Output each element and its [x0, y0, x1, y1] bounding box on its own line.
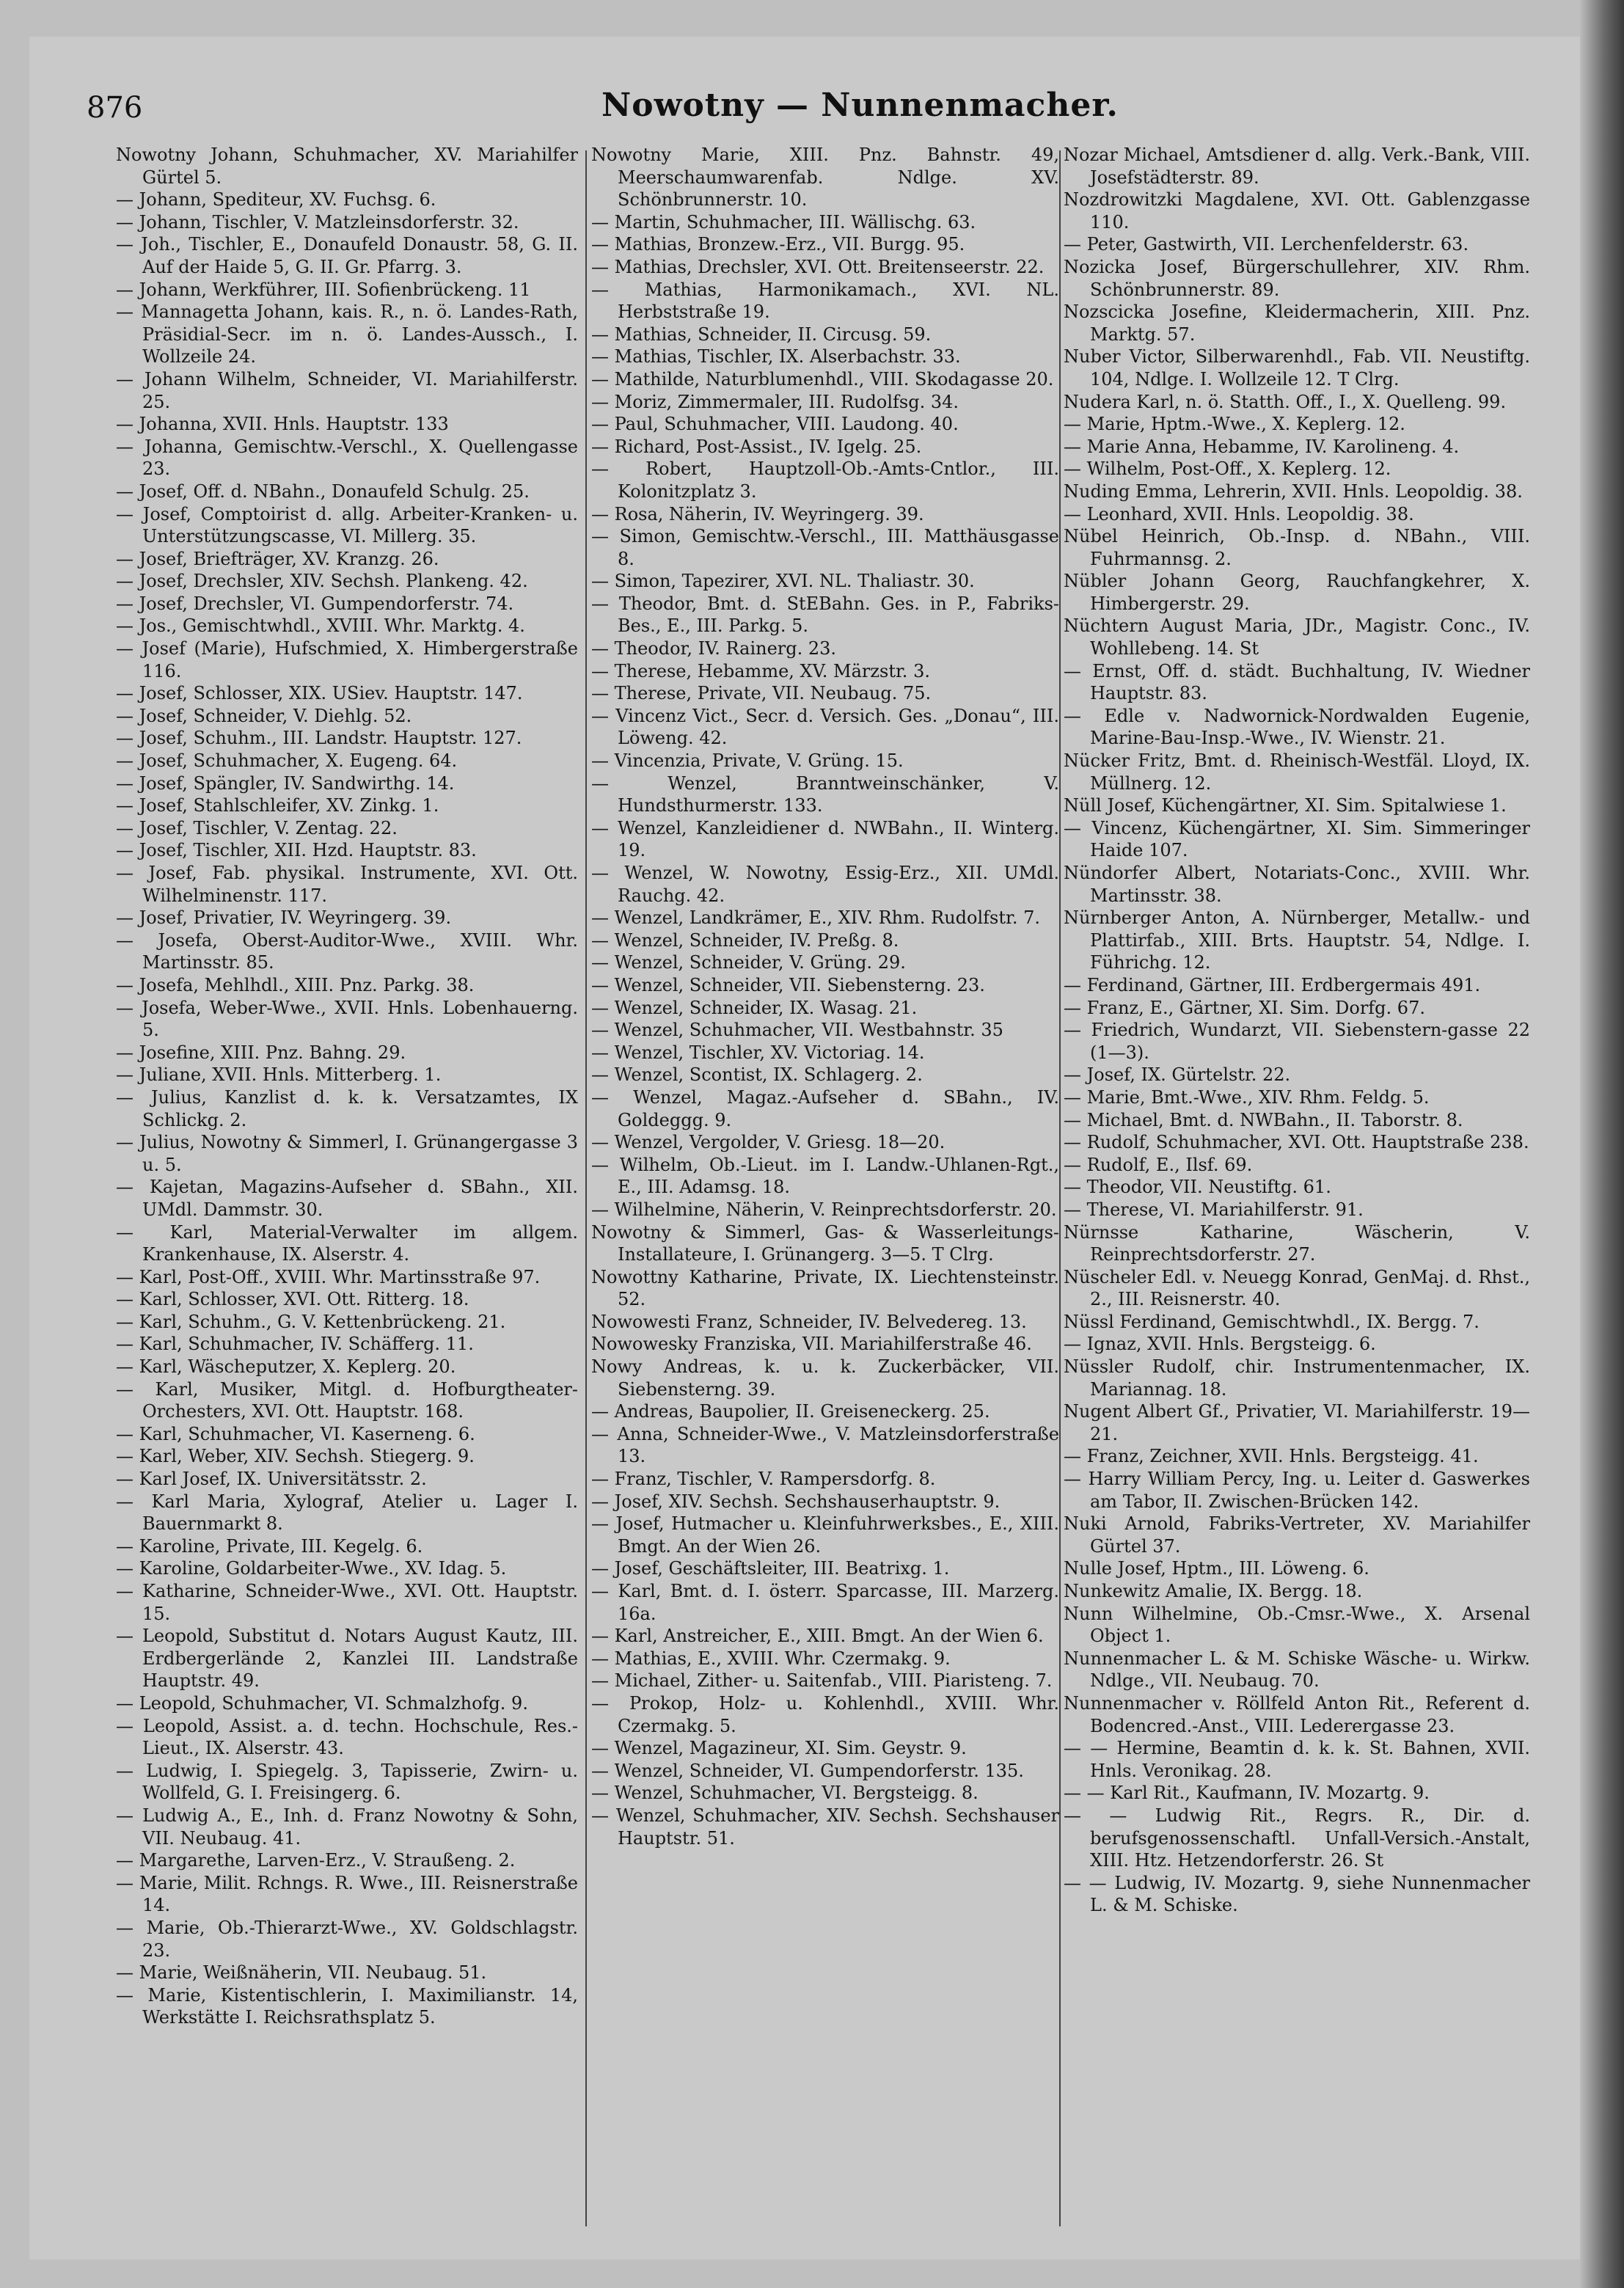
directory-entry: — Joh., Tischler, E., Donaufeld Donaustr. 58, G. II. Auf der Haide 5, G. II. Gr. Pfarrg. 3.	[116, 234, 578, 277]
directory-entry: — Leopold, Assist. a. d. techn. Hochschule, Res.-Lieut., IX. Alserstr. 43.	[116, 1715, 578, 1759]
directory-entry: — Paul, Schuhmacher, VIII. Laudong. 40.	[591, 414, 959, 435]
directory-entry: — Karl, Schuhmacher, VI. Kaserneng. 6.	[116, 1423, 475, 1444]
directory-entry: — Josef, Schneider, V. Diehlg. 52.	[116, 705, 412, 726]
directory-entry: Nüchtern August Maria, JDr., Magistr. Conc., IV. Wohllebeng. 14. St	[1064, 615, 1530, 659]
column-rule	[585, 150, 587, 2226]
directory-entry: — Friedrich, Wundarzt, VII. Siebenstern-gasse 22 (1—3).	[1064, 1020, 1530, 1063]
directory-entry: — Josef, Drechsler, XIV. Sechsh. Plankeng. 42.	[116, 571, 528, 592]
directory-entry: — Marie, Ob.-Thierarzt-Wwe., XV. Goldschlagstr. 23.	[116, 1917, 578, 1961]
directory-entry: Nuber Victor, Silberwarenhdl., Fab. VII. Neustiftg. 104, Ndlge. I. Wollzeile 12. T Clrg.	[1064, 346, 1530, 390]
directory-entry: — — Ludwig, IV. Mozartg. 9, siehe Nunnenmacher L. & M. Schiske.	[1064, 1872, 1530, 1916]
directory-entry: — — Hermine, Beamtin d. k. k. St. Bahnen, XVII. Hnls. Veronikag. 28.	[1064, 1738, 1530, 1781]
directory-entry: — Josef, Drechsler, VI. Gumpendorferstr. 74.	[116, 593, 514, 614]
directory-entry: Nüssler Rudolf, chir. Instrumentenmacher, IX. Mariannag. 18.	[1064, 1356, 1530, 1400]
directory-entry: — Mathias, Tischler, IX. Alserbachstr. 33.	[591, 346, 961, 368]
directory-entry: — Josef, Schuhm., III. Landstr. Hauptstr. 127.	[116, 728, 522, 749]
directory-entry: — Marie Anna, Hebamme, IV. Karolineng. 4.	[1064, 436, 1460, 457]
directory-entry: Nübel Heinrich, Ob.-Insp. d. NBahn., VIII. Fuhrmannsg. 2.	[1064, 526, 1530, 569]
directory-entry: — Julius, Nowotny & Simmerl, I. Grünangergasse 3 u. 5.	[116, 1132, 578, 1175]
directory-entry: — Karl, Bmt. d. I. österr. Sparcasse, III. Marzerg. 16a.	[591, 1581, 1059, 1624]
directory-entry: — Ludwig, I. Spiegelg. 3, Tapisserie, Zwirn- u. Wollfeld, G. I. Freisingerg. 6.	[116, 1760, 578, 1804]
directory-entry: — Josef, Fab. physikal. Instrumente, XVI. Ott. Wilhelminenstr. 117.	[116, 863, 578, 906]
directory-entry: Nündorfer Albert, Notariats-Conc., XVIII. Whr. Martinsstr. 38.	[1064, 863, 1530, 906]
directory-entry: — Wilhelmine, Näherin, V. Reinprechtsdorferstr. 20.	[591, 1199, 1057, 1220]
directory-entry: — Johann, Spediteur, XV. Fuchsg. 6.	[116, 189, 436, 211]
directory-entry: — Wilhelm, Ob.-Lieut. im I. Landw.-Uhlanen-Rgt., E., III. Adamsg. 18.	[591, 1154, 1059, 1198]
directory-entry: — Karl, Wäscheputzer, X. Keplerg. 20.	[116, 1356, 456, 1378]
directory-entry: — Jos., Gemischtwhdl., XVIII. Whr. Marktg. 4.	[116, 615, 525, 637]
directory-entry: — Josef, Geschäftsleiter, III. Beatrixg. 1.	[591, 1558, 950, 1579]
directory-entry: — Andreas, Baupolier, II. Greiseneckerg. 25.	[591, 1401, 990, 1422]
directory-entry: — Mannagetta Johann, kais. R., n. ö. Landes-Rath, Präsidial-Secr. im n. ö. Landes-Aussch., I. Wollzeile 24.	[116, 301, 578, 368]
directory-entry: — Karl, Schuhmacher, IV. Schäfferg. 11.	[116, 1334, 474, 1355]
column-rule	[1059, 150, 1061, 2226]
book-binding-edge	[1580, 0, 1624, 2288]
directory-entry: — Margarethe, Larven-Erz., V. Straußeng. 2.	[116, 1850, 516, 1871]
directory-entry: — Josef, Hutmacher u. Kleinfuhrwerksbes., E., XIII. Bmgt. An der Wien 26.	[591, 1513, 1059, 1557]
directory-entry: — Wenzel, Schuhmacher, VI. Bergsteigg. 8.	[591, 1783, 979, 1804]
directory-entry: — Mathias, E., XVIII. Whr. Czermakg. 9.	[591, 1648, 951, 1669]
directory-entry: — Julius, Kanzlist d. k. k. Versatzamtes, IX Schlickg. 2.	[116, 1086, 578, 1130]
directory-entry: — Josef, Schlosser, XIX. USiev. Hauptstr. 147.	[116, 683, 523, 704]
directory-entry: — Wenzel, Landkrämer, E., XIV. Rhm. Rudolfstr. 7.	[591, 907, 1040, 929]
directory-entry: — Wenzel, Kanzleidiener d. NWBahn., II. Winterg. 19.	[591, 817, 1059, 861]
directory-entry: — Karl Josef, IX. Universitätsstr. 2.	[116, 1469, 427, 1490]
directory-entry: Nunnenmacher L. & M. Schiske Wäsche- u. Wirkw. Ndlge., VII. Neubaug. 70.	[1064, 1648, 1530, 1692]
directory-entry: — Karl, Schuhm., G. V. Kettenbrückeng. 21.	[116, 1311, 506, 1332]
directory-entry: — Martin, Schuhmacher, III. Wällischg. 63.	[591, 211, 976, 233]
directory-entry: — Michael, Zither- u. Saitenfab., VIII. Piaristeng. 7.	[591, 1670, 1053, 1692]
directory-entry: — Harry William Percy, Ing. u. Leiter d. Gaswerkes am Tabor, II. Zwischen-Brücken 142.	[1064, 1469, 1530, 1512]
directory-entry: Nozar Michael, Amtsdiener d. allg. Verk.-Bank, VIII. Josefstädterstr. 89.	[1064, 145, 1530, 188]
directory-entry: — Karl, Musiker, Mitgl. d. Hofburgtheater-Orchesters, XVI. Ott. Hauptstr. 168.	[116, 1378, 578, 1422]
directory-entry: — Vincenz, Küchengärtner, XI. Sim. Simmeringer Haide 107.	[1064, 817, 1530, 861]
directory-entry: — Wenzel, Tischler, XV. Victoriag. 14.	[591, 1042, 925, 1063]
directory-entry: — Franz, Zeichner, XVII. Hnls. Bergsteigg. 41.	[1064, 1446, 1479, 1467]
directory-entry: Nunn Wilhelmine, Ob.-Cmsr.-Wwe., X. Arsenal Object 1.	[1064, 1603, 1530, 1647]
directory-entry: — Leopold, Substitut d. Notars August Kautz, III. Erdbergerlände 2, Kanzlei III. Landstraße Hauptstr. 49.	[116, 1626, 578, 1692]
directory-entry: — Wenzel, Scontist, IX. Schlagerg. 2.	[591, 1064, 923, 1086]
directory-entry: — Marie, Weißnäherin, VII. Neubaug. 51.	[116, 1962, 487, 1984]
directory-entry: Nowottny Katharine, Private, IX. Liechtensteinstr. 52.	[591, 1266, 1059, 1310]
directory-entry: — Kajetan, Magazins-Aufseher d. SBahn., XII. UMdl. Dammstr. 30.	[116, 1177, 578, 1220]
directory-entry: — Franz, Tischler, V. Rampersdorfg. 8.	[591, 1469, 936, 1490]
directory-entry: Nuki Arnold, Fabriks-Vertreter, XV. Mariahilfer Gürtel 37.	[1064, 1513, 1530, 1557]
directory-entry: — Wenzel, W. Nowotny, Essig-Erz., XII. UMdl. Rauchg. 42.	[591, 863, 1059, 906]
directory-entry: — Vincenz Vict., Secr. d. Versich. Ges. „Donau“, III. Löweng. 42.	[591, 705, 1059, 749]
directory-entry: — Johanna, Gemischtw.-Verschl., X. Quellengasse 23.	[116, 436, 578, 480]
directory-entry: — Karoline, Goldarbeiter-Wwe., XV. Idag. 5.	[116, 1558, 507, 1579]
directory-entry: — Karl, Anstreicher, E., XIII. Bmgt. An der Wien 6.	[591, 1626, 1044, 1647]
directory-entry: — Karl Maria, Xylograf, Atelier u. Lager I. Bauernmarkt 8.	[116, 1491, 578, 1535]
directory-entry: — Karl, Material-Verwalter im allgem. Krankenhause, IX. Alserstr. 4.	[116, 1221, 578, 1265]
directory-entry: — Josef, Comptoirist d. allg. Arbeiter-Kranken- u. Unterstützungscasse, VI. Millerg. 35.	[116, 503, 578, 547]
directory-entry: — Wenzel, Vergolder, V. Griesg. 18—20.	[591, 1132, 945, 1153]
directory-entry: — Juliane, XVII. Hnls. Mitterberg. 1.	[116, 1064, 442, 1086]
directory-entry: Nürnberger Anton, A. Nürnberger, Metallw.- und Plattirfab., XIII. Brts. Hauptstr. 54, Ndlge. I. Führichg. 12.	[1064, 907, 1530, 973]
page-number: 876	[87, 91, 143, 125]
directory-entry: Nulle Josef, Hptm., III. Löweng. 6.	[1064, 1558, 1369, 1579]
directory-entry: — Wenzel, Schneider, IX. Wasag. 21.	[591, 997, 918, 1018]
directory-entry: — Wenzel, Schuhmacher, VII. Westbahnstr. 35	[591, 1020, 1003, 1041]
directory-entry: Nowotny Johann, Schuhmacher, XV. Mariahilfer Gürtel 5.	[116, 145, 578, 188]
directory-entry: — Karl, Weber, XIV. Sechsh. Stiegerg. 9.	[116, 1446, 475, 1467]
directory-entry: — Josef, IX. Gürtelstr. 22.	[1064, 1064, 1291, 1086]
directory-entry: — Josefa, Mehlhdl., XIII. Pnz. Parkg. 38.	[116, 974, 475, 995]
directory-entry: — Wenzel, Schneider, IV. Preßg. 8.	[591, 929, 899, 951]
directory-entry: Nozicka Josef, Bürgerschullehrer, XIV. Rhm. Schönbrunnerstr. 89.	[1064, 256, 1530, 300]
directory-entry: — Therese, Hebamme, XV. Märzstr. 3.	[591, 660, 930, 681]
directory-entry: — Johanna, XVII. Hnls. Hauptstr. 133	[116, 414, 449, 435]
directory-entry: — Mathias, Schneider, II. Circusg. 59.	[591, 324, 932, 345]
directory-entry: — Josef, Tischler, V. Zentag. 22.	[116, 817, 398, 838]
directory-entry: Nowy Andreas, k. u. k. Zuckerbäcker, VII. Siebensterng. 39.	[591, 1356, 1059, 1400]
directory-entry: — Leonhard, XVII. Hnls. Leopoldig. 38.	[1064, 503, 1414, 525]
directory-entry: Nunkewitz Amalie, IX. Bergg. 18.	[1064, 1581, 1363, 1601]
directory-entry: — Wenzel, Branntweinschänker, V. Hundsthurmerstr. 133.	[591, 772, 1059, 816]
directory-entry: Nürnsse Katharine, Wäscherin, V. Reinprechtsdorferstr. 27.	[1064, 1221, 1530, 1265]
directory-entry: — Wilhelm, Post-Off., X. Keplerg. 12.	[1064, 458, 1391, 480]
directory-entry: — Karoline, Private, III. Kegelg. 6.	[116, 1535, 423, 1557]
directory-entry: — Marie, Bmt.-Wwe., XIV. Rhm. Feldg. 5.	[1064, 1086, 1430, 1108]
directory-entry: — Simon, Tapezirer, XVI. NL. Thaliastr. 30.	[591, 571, 975, 592]
directory-entry: Nunnenmacher v. Röllfeld Anton Rit., Referent d. Bodencred.-Anst., VIII. Lederergasse 23.	[1064, 1692, 1530, 1736]
directory-entry: — Theodor, VII. Neustiftg. 61.	[1064, 1177, 1331, 1198]
directory-entry: — — Karl Rit., Kaufmann, IV. Mozartg. 9.	[1064, 1783, 1430, 1804]
directory-entry: — Josef (Marie), Hufschmied, X. Himbergerstraße 116.	[116, 638, 578, 681]
directory-entry: — Mathias, Drechsler, XVI. Ott. Breitenseerstr. 22.	[591, 256, 1045, 277]
directory-entry: — Josef, Schuhmacher, X. Eugeng. 64.	[116, 750, 458, 772]
directory-entry: — Josef, XIV. Sechsh. Sechshauserhauptstr. 9.	[591, 1491, 1001, 1512]
directory-entry: — Ludwig A., E., Inh. d. Franz Nowotny & Sohn, VII. Neubaug. 41.	[116, 1805, 578, 1849]
directory-column-3	[1064, 144, 1530, 2271]
directory-entry: — Rudolf, E., Ilsf. 69.	[1064, 1154, 1253, 1175]
directory-entry: — Josefa, Oberst-Auditor-Wwe., XVIII. Whr. Martinsstr. 85.	[116, 929, 578, 973]
directory-entry: — Theodor, IV. Rainerg. 23.	[591, 638, 837, 659]
directory-entry: Nüscheler Edl. v. Neuegg Konrad, GenMaj. d. Rhst., 2., III. Reisnerstr. 40.	[1064, 1266, 1530, 1310]
directory-entry: — Johann, Werkführer, III. Sofienbrückeng. 11	[116, 279, 531, 300]
directory-entry: Nüll Josef, Küchengärtner, XI. Sim. Spitalwiese 1.	[1064, 795, 1507, 816]
directory-entry: — Wenzel, Schneider, VII. Siebensterng. 23.	[591, 974, 985, 995]
directory-entry: — Johann Wilhelm, Schneider, VI. Mariahilferstr. 25.	[116, 368, 578, 412]
directory-entry: Nugent Albert Gf., Privatier, VI. Mariahilferstr. 19—21.	[1064, 1401, 1530, 1444]
directory-entry: — Katharine, Schneider-Wwe., XVI. Ott. Hauptstr. 15.	[116, 1581, 578, 1624]
directory-entry: — Josef, Tischler, XII. Hzd. Hauptstr. 83.	[116, 840, 477, 861]
directory-entry: — Prokop, Holz- u. Kohlenhdl., XVIII. Whr. Czermakg. 5.	[591, 1692, 1059, 1736]
directory-entry: Nowotny & Simmerl, Gas- & Wasserleitungs-Installateure, I. Grünangerg. 3—5. T Clrg.	[591, 1221, 1059, 1265]
directory-entry: — Therese, Private, VII. Neubaug. 75.	[591, 683, 932, 704]
directory-entry: Nowowesti Franz, Schneider, IV. Belvedereg. 13.	[591, 1311, 1027, 1332]
directory-entry: — Josefine, XIII. Pnz. Bahng. 29.	[116, 1042, 406, 1063]
directory-entry: — Ferdinand, Gärtner, III. Erdbergermais 491.	[1064, 974, 1481, 995]
directory-entry: — — Ludwig Rit., Regrs. R., Dir. d. berufsgenossenschaftl. Unfall-Versich.-Anstalt, XIII. Htz. Hetzendorferstr. 26. St	[1064, 1805, 1530, 1871]
directory-entry: — Simon, Gemischtw.-Verschl., III. Matthäusgasse 8.	[591, 526, 1059, 569]
directory-entry: — Michael, Bmt. d. NWBahn., II. Taborstr. 8.	[1064, 1109, 1463, 1130]
directory-entry: — Ernst, Off. d. städt. Buchhaltung, IV. Wiedner Hauptstr. 83.	[1064, 660, 1530, 704]
directory-entry: — Rosa, Näherin, IV. Weyringerg. 39.	[591, 503, 924, 525]
directory-entry: Nozscicka Josefine, Kleidermacherin, XIII. Pnz. Marktg. 57.	[1064, 301, 1530, 345]
directory-entry: — Ignaz, XVII. Hnls. Bergsteigg. 6.	[1064, 1334, 1376, 1355]
directory-entry: — Richard, Post-Assist., IV. Igelg. 25.	[591, 436, 922, 457]
directory-entry: — Leopold, Schuhmacher, VI. Schmalzhofg. 9.	[116, 1692, 528, 1714]
directory-entry: — Josef, Off. d. NBahn., Donaufeld Schulg. 25.	[116, 480, 530, 502]
running-title: Nowotny — Nunnenmacher.	[601, 87, 1119, 124]
directory-entry: — Moriz, Zimmermaler, III. Rudolfsg. 34.	[591, 391, 959, 412]
directory-entry: — Marie, Hptm.-Wwe., X. Keplerg. 12.	[1064, 414, 1405, 435]
directory-entry: — Vincenzia, Private, V. Grüng. 15.	[591, 750, 904, 772]
directory-entry: — Josef, Stahlschleifer, XV. Zinkg. 1.	[116, 795, 439, 816]
directory-entry: — Marie, Kistentischlerin, I. Maximilianstr. 14, Werkstätte I. Reichsrathsplatz 5.	[116, 1984, 578, 2028]
directory-entry: — Wenzel, Schneider, V. Grüng. 29.	[591, 952, 906, 973]
directory-entry: — Rudolf, Schuhmacher, XVI. Ott. Hauptstraße 238.	[1064, 1132, 1529, 1153]
directory-entry: — Wenzel, Magazineur, XI. Sim. Geystr. 9.	[591, 1738, 967, 1759]
directory-entry: — Therese, VI. Mariahilferstr. 91.	[1064, 1199, 1364, 1220]
directory-entry: — Marie, Milit. Rchngs. R. Wwe., III. Reisnerstraße 14.	[116, 1872, 578, 1916]
directory-entry: — Wenzel, Magaz.-Aufseher d. SBahn., IV. Goldeggg. 9.	[591, 1086, 1059, 1130]
directory-entry: Nüssl Ferdinand, Gemischtwhdl., IX. Bergg. 7.	[1064, 1311, 1479, 1332]
directory-entry: — Mathilde, Naturblumenhdl., VIII. Skodagasse 20.	[591, 368, 1054, 390]
directory-entry: — Wenzel, Schneider, VI. Gumpendorferstr. 135.	[591, 1760, 1024, 1781]
directory-column-2	[591, 144, 1059, 2271]
directory-entry: — Josef, Briefträger, XV. Kranzg. 26.	[116, 548, 439, 569]
directory-entry: Nuding Emma, Lehrerin, XVII. Hnls. Leopoldig. 38.	[1064, 480, 1523, 502]
directory-entry: — Robert, Hauptzoll-Ob.-Amts-Cntlor., III. Kolonitzplatz 3.	[591, 458, 1059, 502]
directory-entry: Nücker Fritz, Bmt. d. Rheinisch-Westfäl. Lloyd, IX. Müllnerg. 12.	[1064, 750, 1530, 794]
directory-entry: — Mathias, Harmonikamach., XVI. NL. Herbststraße 19.	[591, 279, 1059, 323]
directory-entry: — Josef, Spängler, IV. Sandwirthg. 14.	[116, 772, 455, 794]
directory-entry: — Johann, Tischler, V. Matzleinsdorferstr. 32.	[116, 211, 519, 233]
directory-entry: Nübler Johann Georg, Rauchfangkehrer, X. Himbergerstr. 29.	[1064, 571, 1530, 614]
directory-entry: — Theodor, Bmt. d. StEBahn. Ges. in P., Fabriks-Bes., E., III. Parkg. 5.	[591, 593, 1059, 637]
directory-entry: Nowotny Marie, XIII. Pnz. Bahnstr. 49, Meerschaumwarenfab. Ndlge. XV. Schönbrunnerstr. 10.	[591, 145, 1059, 211]
directory-entry: — Mathias, Bronzew.-Erz., VII. Burgg. 95.	[591, 234, 965, 255]
directory-entry: — Franz, E., Gärtner, XI. Sim. Dorfg. 67.	[1064, 997, 1425, 1018]
directory-entry: — Wenzel, Schuhmacher, XIV. Sechsh. Sechshauser Hauptstr. 51.	[591, 1805, 1059, 1849]
directory-entry: Nowowesky Franziska, VII. Mariahilferstraße 46.	[591, 1334, 1032, 1355]
directory-entry: — Peter, Gastwirth, VII. Lerchenfelderstr. 63.	[1064, 234, 1469, 255]
directory-entry: — Karl, Schlosser, XVI. Ott. Ritterg. 18.	[116, 1289, 469, 1310]
directory-entry: — Edle v. Nadwornick-Nordwalden Eugenie, Marine-Bau-Insp.-Wwe., IV. Wienstr. 21.	[1064, 705, 1530, 749]
directory-column-1	[116, 144, 578, 2271]
directory-entry: — Anna, Schneider-Wwe., V. Matzleinsdorferstraße 13.	[591, 1423, 1059, 1467]
directory-entry: Nozdrowitzki Magdalene, XVI. Ott. Gablenzgasse 110.	[1064, 189, 1530, 233]
directory-entry: — Josefa, Weber-Wwe., XVII. Hnls. Lobenhauerng. 5.	[116, 997, 578, 1041]
directory-entry: Nudera Karl, n. ö. Statth. Off., I., X. Quelleng. 99.	[1064, 391, 1507, 412]
directory-entry: — Karl, Post-Off., XVIII. Whr. Martinsstraße 97.	[116, 1266, 541, 1287]
directory-entry: — Josef, Privatier, IV. Weyringerg. 39.	[116, 907, 452, 929]
